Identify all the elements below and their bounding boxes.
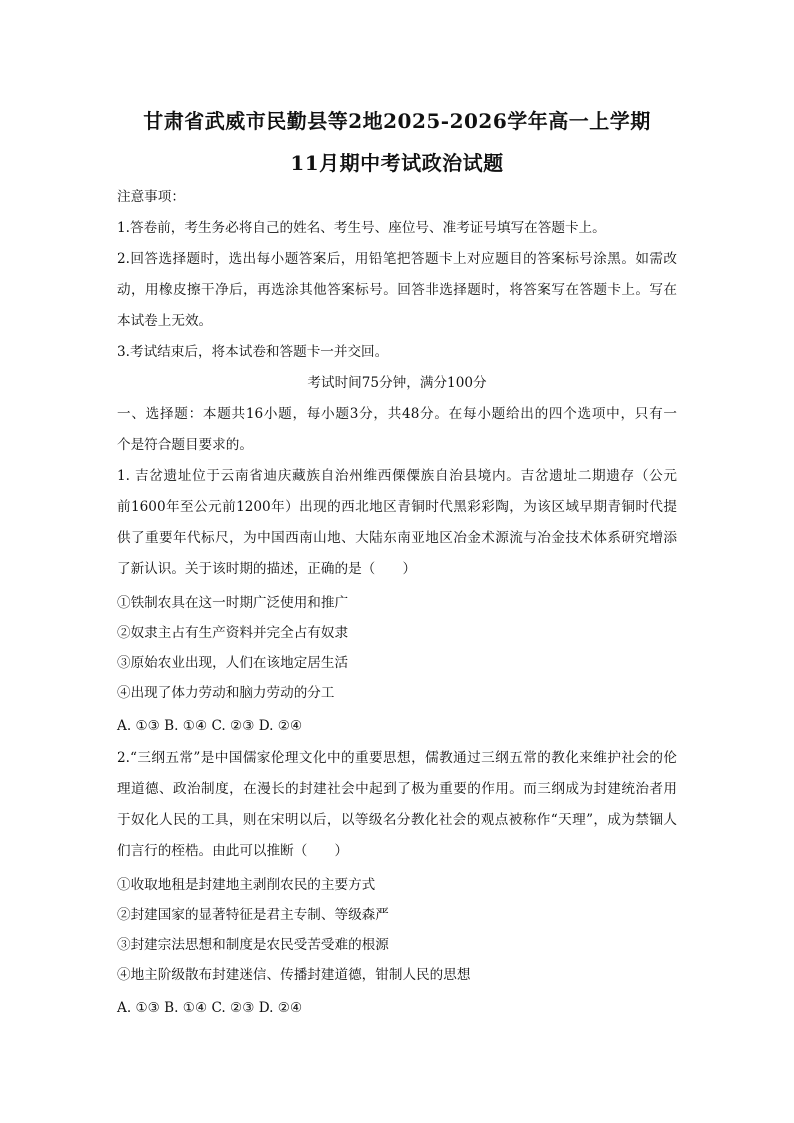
section-instruction-line: 个是符合题目要求的。 <box>117 437 253 453</box>
question-2-stem-line: 于奴化人民的工具，则在宋明以后，以等级名分教化社会的观点被称作“天理”，成为禁锢人 <box>117 812 677 828</box>
question-2-stem-line: 们言行的桎梏。由此可以推断（ ） <box>117 843 349 859</box>
notes-heading: 注意事项： <box>117 189 185 205</box>
exam-title-line-1: 甘肃省武威市民勤县等2地2025-2026学年高一上学期 <box>143 109 651 133</box>
question-1-item: ②奴隶主占有生产资料并完全占有奴隶 <box>117 625 349 641</box>
question-2-item: ①收取地租是封建地主剥削农民的主要方式 <box>117 877 376 893</box>
exam-info: 考试时间75分钟，满分100分 <box>307 375 487 391</box>
question-2-options: A. ①③ B. ①④ C. ②③ D. ②④ <box>117 1000 303 1016</box>
notes-line: 动，用橡皮擦干净后，再选涂其他答案标号。回答非选择题时，将答案写在答题卡上。写在 <box>117 282 677 298</box>
question-2-item: ③封建宗法思想和制度是农民受苦受难的根源 <box>117 937 389 953</box>
question-1-item: ④出现了体力劳动和脑力劳动的分工 <box>117 685 335 701</box>
question-1-stem-line: 供了重要年代标尺，为中国西南山地、大陆东南亚地区冶金术源流与冶金技术体系研究增添 <box>117 530 677 546</box>
question-1-item: ①铁制农具在这一时期广泛使用和推广 <box>117 595 349 611</box>
notes-line: 本试卷上无效。 <box>117 313 213 329</box>
question-1-options: A. ①③ B. ①④ C. ②③ D. ②④ <box>117 718 303 734</box>
question-2-item: ④地主阶级散布封建迷信、传播封建道德，钳制人民的思想 <box>117 967 471 983</box>
question-2-item: ②封建国家的显著特征是君主专制、等级森严 <box>117 907 389 923</box>
notes-line: 1.答卷前，考生务必将自己的姓名、考生号、座位号、准考证号填写在答题卡上。 <box>117 220 606 236</box>
notes-line: 2.回答选择题时，选出每小题答案后，用铅笔把答题卡上对应题目的答案标号涂黑。如需改 <box>117 251 677 267</box>
question-2-stem-line: 理道德、政治制度，在漫长的封建社会中起到了极为重要的作用。而三纲成为封建统治者用 <box>117 781 677 797</box>
exam-title-line-2: 11月期中考试政治试题 <box>290 151 504 175</box>
question-1-stem-line: 前1600年至公元前1200年）出现的西北地区青铜时代黑彩彩陶，为该区域早期青铜时代提 <box>117 499 677 515</box>
question-1-stem-line: 1. 吉岔遗址位于云南省迪庆藏族自治州维西傈僳族自治县境内。吉岔遗址二期遗存（公元 <box>117 468 677 484</box>
question-1-stem-line: 了新认识。关于该时期的描述，正确的是（ ） <box>117 561 417 577</box>
question-1-item: ③原始农业出现，人们在该地定居生活 <box>117 655 349 671</box>
notes-line: 3.考试结束后，将本试卷和答题卡一并交回。 <box>117 344 389 360</box>
question-2-stem-line: 2.“三纲五常”是中国儒家伦理文化中的重要思想，儒教通过三纲五常的教化来维护社会的伦 <box>117 750 677 766</box>
section-instruction-line: 一、选择题：本题共16小题，每小题3分，共48分。在每小题给出的四个选项中，只有一 <box>117 406 677 422</box>
